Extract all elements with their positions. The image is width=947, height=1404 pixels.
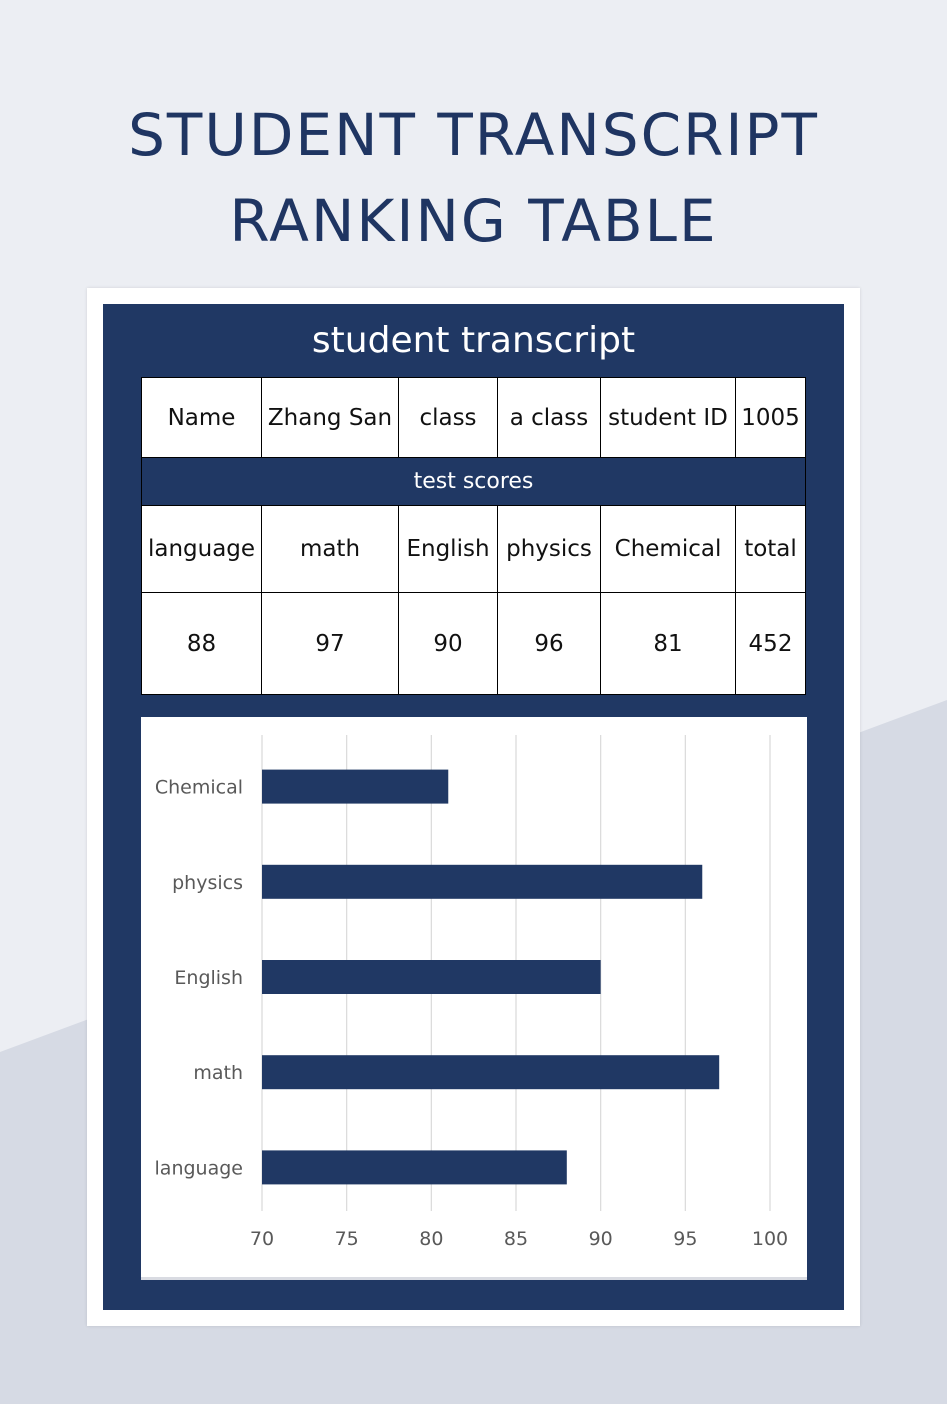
page-title-line-1: STUDENT TRANSCRIPT	[128, 101, 819, 169]
x-tick-label: 100	[751, 1228, 789, 1250]
student-info-row	[142, 378, 806, 458]
class-label-cell: class	[399, 378, 498, 458]
transcript-title: student transcript	[311, 320, 636, 361]
y-category-label: language	[154, 1157, 243, 1180]
subject-header-cell: language	[142, 506, 262, 593]
score-cell: 88	[142, 593, 262, 695]
student-id-value-cell: 1005	[736, 378, 806, 458]
subject-header-cell: Chemical	[601, 506, 736, 593]
bar-language	[262, 1150, 567, 1184]
y-category-label: Chemical	[154, 776, 243, 799]
score-cell: 81	[601, 593, 736, 695]
student-id-label-cell: student ID	[601, 378, 736, 458]
bar-english	[262, 960, 601, 994]
subject-header-cell: English	[399, 506, 498, 593]
name-label-cell: Name	[142, 378, 262, 458]
page-title	[0, 92, 947, 264]
x-tick-label: 80	[419, 1228, 444, 1250]
bar-chemical	[262, 770, 448, 804]
x-tick-label: 90	[588, 1228, 613, 1250]
test-scores-header: test scores	[142, 458, 806, 506]
y-category-label: math	[193, 1062, 243, 1085]
y-category-label: English	[174, 967, 243, 989]
score-bar-chart	[141, 717, 807, 1277]
x-tick-label: 70	[249, 1228, 275, 1250]
name-value-cell: Zhang San	[262, 378, 399, 458]
subject-header-cell: physics	[498, 506, 601, 593]
test-scores-header-row	[142, 458, 806, 506]
subject-header-row	[142, 506, 806, 593]
score-cell: 452	[736, 593, 806, 695]
subject-header-cell: total	[736, 506, 806, 593]
score-cell: 97	[262, 593, 399, 695]
bar-math	[262, 1055, 719, 1089]
class-value-cell: a class	[498, 378, 601, 458]
x-tick-label: 85	[503, 1228, 529, 1250]
subject-header-cell: math	[262, 506, 399, 593]
x-tick-label: 75	[334, 1228, 359, 1250]
bar-physics	[262, 865, 702, 899]
y-category-label: physics	[172, 871, 243, 894]
score-chart	[141, 717, 807, 1280]
score-cell: 96	[498, 593, 601, 695]
x-tick-label: 95	[673, 1228, 698, 1250]
transcript-table	[141, 377, 806, 695]
score-cell: 90	[399, 593, 498, 695]
score-row	[142, 593, 806, 695]
page-title-line-2: RANKING TABLE	[229, 187, 718, 255]
